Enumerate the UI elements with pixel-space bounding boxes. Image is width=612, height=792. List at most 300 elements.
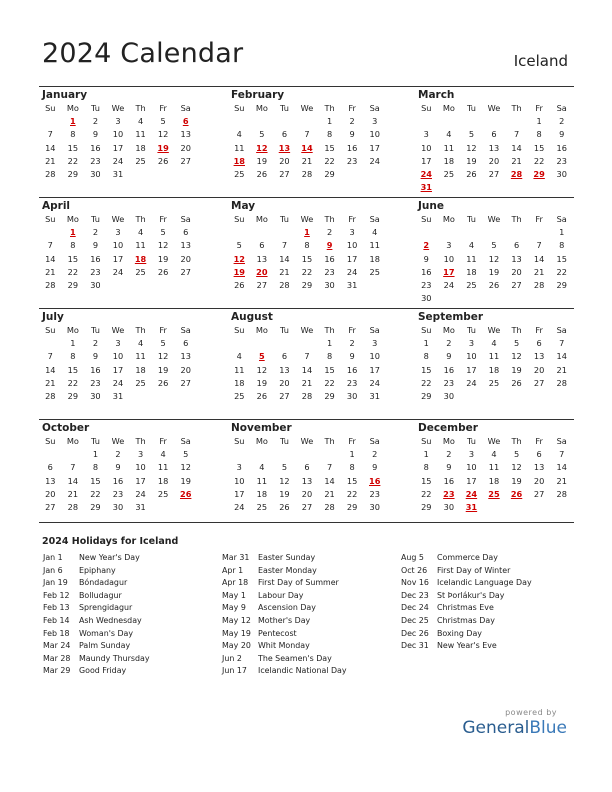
weekday-header: Mo	[255, 325, 268, 335]
day: 30	[443, 390, 455, 401]
day: 26	[157, 266, 169, 277]
day: 17	[466, 475, 477, 486]
day: 23	[112, 488, 124, 499]
day: 21	[67, 488, 79, 499]
holiday-item	[401, 565, 532, 578]
empty-cell	[251, 448, 274, 461]
month-row	[39, 86, 574, 197]
holiday-date: Feb 12	[43, 590, 70, 600]
day-grid	[228, 213, 386, 292]
day: 4	[137, 227, 144, 238]
day: 1	[326, 116, 333, 127]
day: 1	[326, 338, 333, 349]
day: 17	[112, 364, 124, 375]
holiday-day: 16	[369, 475, 381, 486]
day: 3	[349, 227, 355, 238]
day: 15	[533, 142, 545, 153]
day: 7	[559, 449, 565, 460]
day: 17	[234, 488, 245, 499]
day: 26	[256, 168, 268, 179]
weekday-header: Su	[234, 325, 245, 335]
day: 27	[279, 390, 290, 401]
day: 13	[488, 142, 500, 153]
day: 20	[533, 475, 545, 486]
day: 3	[372, 116, 378, 127]
day: 9	[446, 351, 452, 362]
day: 24	[112, 266, 124, 277]
day: 4	[160, 449, 166, 460]
day: 11	[488, 462, 500, 473]
day: 21	[45, 266, 56, 277]
weekday-header: Fr	[535, 325, 543, 335]
day: 3	[115, 227, 121, 238]
weekday-header: Fr	[535, 214, 543, 224]
day: 9	[372, 462, 378, 473]
weekday-header: Th	[135, 103, 146, 113]
day: 28	[67, 501, 79, 512]
day: 28	[301, 390, 313, 401]
day: 16	[443, 475, 455, 486]
empty-cell	[228, 448, 251, 461]
day: 7	[47, 351, 53, 362]
day: 24	[112, 377, 124, 388]
day-grid	[415, 324, 573, 403]
month-november	[228, 420, 386, 514]
holiday-name: Ash Wednesday	[79, 615, 142, 625]
holiday-name: Whit Monday	[258, 641, 310, 651]
weekday-header: Fr	[348, 436, 356, 446]
weekday-header: Sa	[369, 436, 380, 446]
day: 11	[466, 253, 477, 264]
day: 5	[513, 338, 520, 349]
weekday-header: Tu	[90, 436, 100, 446]
day: 2	[446, 338, 452, 349]
empty-cell	[483, 226, 506, 239]
holiday-date: Mar 31	[222, 553, 250, 562]
day: 30	[112, 501, 124, 512]
weekday-header: Su	[234, 214, 245, 224]
holiday-item	[401, 552, 532, 565]
holiday-date: Nov 16	[401, 578, 429, 588]
weekday-header: Fr	[535, 103, 543, 113]
empty-cell	[438, 115, 461, 128]
weekday-header: We	[300, 325, 314, 335]
day: 13	[180, 240, 191, 251]
day: 6	[536, 449, 542, 460]
day: 2	[115, 449, 121, 460]
month-july	[39, 309, 197, 403]
weekday-header: We	[300, 436, 314, 446]
weekday-header: Mo	[442, 214, 455, 224]
weekday-header: Mo	[442, 325, 455, 335]
weekday-header: Tu	[466, 214, 476, 224]
holiday-name: Mother's Day	[258, 615, 311, 625]
day: 17	[112, 142, 124, 153]
empty-cell	[251, 226, 274, 239]
holiday-date: Feb 14	[43, 615, 70, 625]
powered-by-text: powered by	[505, 708, 557, 717]
holiday-date: Aug 5	[401, 553, 424, 562]
day: 18	[466, 266, 477, 277]
empty-cell	[228, 226, 251, 239]
day: 16	[112, 475, 124, 486]
holiday-date: Mar 24	[43, 641, 71, 651]
month-name: January	[42, 89, 88, 101]
holiday-item	[401, 602, 532, 615]
month-name: March	[418, 89, 455, 101]
holiday-date: Feb 13	[43, 603, 70, 613]
day: 14	[556, 462, 567, 473]
day: 25	[135, 155, 146, 166]
day: 10	[421, 142, 432, 153]
day: 17	[112, 253, 124, 264]
day: 15	[90, 475, 101, 486]
day: 7	[47, 240, 53, 251]
day: 8	[423, 462, 429, 473]
day: 23	[346, 377, 358, 388]
weekday-header: Fr	[159, 214, 167, 224]
day: 25	[466, 279, 477, 290]
day: 4	[236, 351, 242, 362]
weekday-header: We	[487, 436, 501, 446]
day: 8	[70, 240, 76, 251]
weekday-header: Su	[421, 214, 432, 224]
day: 25	[369, 266, 380, 277]
weekday-header: We	[111, 214, 125, 224]
day: 13	[180, 129, 191, 140]
day: 4	[372, 227, 378, 238]
day: 7	[70, 462, 76, 473]
holiday-item	[43, 590, 150, 603]
holiday-name: Woman's Day	[79, 628, 134, 638]
day: 9	[423, 253, 429, 264]
weekday-header: Fr	[348, 325, 356, 335]
holiday-date: Jun 17	[222, 666, 247, 676]
day: 29	[324, 390, 335, 401]
day: 16	[90, 364, 101, 375]
empty-cell	[296, 115, 319, 128]
day: 5	[281, 462, 288, 473]
weekday-header: Tu	[279, 103, 289, 113]
weekday-header: Su	[421, 103, 432, 113]
day: 24	[369, 377, 380, 388]
day: 7	[47, 129, 53, 140]
day: 13	[533, 462, 545, 473]
day: 14	[324, 475, 335, 486]
holiday-date: Jan 6	[43, 565, 63, 575]
day: 22	[301, 266, 313, 277]
day: 22	[90, 488, 101, 499]
day: 26	[234, 279, 245, 290]
holiday-item	[222, 628, 347, 641]
empty-cell	[273, 448, 296, 461]
day-grid	[39, 102, 197, 181]
day: 10	[112, 351, 124, 362]
weekday-header: Fr	[348, 214, 356, 224]
weekday-header: Fr	[159, 103, 167, 113]
day: 9	[92, 240, 99, 251]
weekday-header: Su	[421, 325, 432, 335]
day: 14	[556, 351, 567, 362]
day: 21	[301, 155, 313, 166]
day: 19	[279, 488, 290, 499]
day: 10	[466, 462, 477, 473]
day: 25	[135, 266, 146, 277]
holiday-date: May 20	[222, 641, 251, 651]
day: 10	[234, 475, 245, 486]
day: 31	[112, 390, 124, 401]
holiday-day: 29	[533, 168, 545, 179]
day: 8	[326, 351, 333, 362]
day: 24	[112, 155, 124, 166]
holiday-item	[222, 640, 347, 653]
day: 23	[443, 377, 455, 388]
month-row	[39, 197, 574, 308]
weekday-header: Su	[234, 103, 245, 113]
day: 27	[279, 168, 290, 179]
day: 23	[90, 155, 101, 166]
day: 18	[369, 253, 380, 264]
holiday-date: Dec 25	[401, 615, 429, 625]
month-name: February	[231, 89, 285, 101]
day: 4	[137, 338, 144, 349]
day: 26	[256, 390, 268, 401]
day: 10	[443, 253, 455, 264]
day: 8	[92, 462, 99, 473]
holiday-item	[222, 615, 347, 628]
day: 20	[279, 377, 290, 388]
page-title: 2024 Calendar	[42, 38, 244, 69]
weekday-header: Tu	[279, 325, 289, 335]
month-name: November	[231, 422, 292, 434]
holiday-item	[222, 602, 347, 615]
month-december	[415, 420, 573, 514]
day-grid	[39, 324, 197, 403]
holiday-date: Mar 28	[43, 653, 71, 663]
holiday-date: Dec 31	[401, 641, 429, 651]
day: 9	[92, 351, 99, 362]
day: 27	[180, 155, 191, 166]
day: 27	[488, 168, 500, 179]
month-april	[39, 198, 197, 292]
holiday-date: Dec 23	[401, 590, 429, 600]
day: 6	[513, 240, 520, 251]
weekday-header: Sa	[369, 214, 380, 224]
weekday-header: Sa	[180, 214, 191, 224]
weekday-header: Th	[511, 214, 522, 224]
day: 30	[90, 390, 101, 401]
day: 4	[137, 116, 144, 127]
day: 18	[135, 364, 146, 375]
holiday-date: Oct 26	[401, 565, 428, 575]
day: 6	[281, 351, 288, 362]
weekday-header: Th	[511, 436, 522, 446]
holiday-item	[43, 615, 150, 628]
day: 13	[533, 351, 545, 362]
day: 6	[281, 129, 288, 140]
day: 3	[468, 338, 475, 349]
holiday-date: Apr 1	[222, 565, 244, 575]
day: 20	[511, 266, 522, 277]
day-grid	[228, 324, 386, 403]
day: 12	[157, 240, 169, 251]
holiday-day: 1	[70, 116, 76, 127]
weekday-header: Th	[135, 214, 146, 224]
day: 9	[115, 462, 121, 473]
day: 3	[372, 338, 378, 349]
day: 19	[157, 253, 169, 264]
holiday-day: 17	[443, 266, 455, 277]
day: 22	[346, 488, 358, 499]
weekday-header: Tu	[466, 103, 476, 113]
holiday-day: 14	[301, 142, 313, 153]
day: 12	[511, 462, 522, 473]
month-may	[228, 198, 386, 292]
weekday-header: We	[487, 214, 501, 224]
day: 27	[180, 377, 191, 388]
day: 19	[256, 155, 268, 166]
day: 25	[443, 168, 455, 179]
day: 21	[279, 266, 290, 277]
day: 27	[301, 501, 313, 512]
empty-cell	[39, 448, 62, 461]
day: 22	[67, 155, 79, 166]
day: 27	[533, 488, 545, 499]
holiday-date: Jan 19	[43, 578, 68, 588]
divider	[39, 522, 574, 523]
day: 18	[443, 155, 455, 166]
day: 27	[256, 279, 268, 290]
day: 26	[157, 155, 169, 166]
day: 31	[135, 501, 146, 512]
day: 29	[67, 390, 79, 401]
day: 11	[135, 240, 146, 251]
day: 10	[112, 240, 124, 251]
holiday-name: Bóndadagur	[79, 578, 128, 588]
day: 6	[183, 338, 189, 349]
day: 15	[421, 475, 432, 486]
day: 23	[90, 266, 101, 277]
day: 3	[115, 338, 121, 349]
day: 12	[466, 142, 477, 153]
day: 5	[160, 116, 166, 127]
holiday-item	[401, 590, 532, 603]
day: 11	[234, 364, 245, 375]
day: 19	[511, 475, 522, 486]
holiday-name: First Day of Summer	[258, 578, 339, 588]
day: 20	[45, 488, 56, 499]
day: 25	[135, 377, 146, 388]
weekday-header: Tu	[90, 325, 100, 335]
weekday-header: Tu	[90, 214, 100, 224]
day: 3	[468, 449, 475, 460]
day: 1	[536, 116, 542, 127]
day: 19	[256, 377, 268, 388]
day: 2	[326, 227, 333, 238]
holiday-item	[401, 628, 532, 641]
day: 22	[421, 488, 432, 499]
holiday-day: 28	[510, 168, 523, 179]
day: 8	[536, 129, 542, 140]
day: 7	[304, 129, 310, 140]
day: 31	[112, 168, 124, 179]
day: 3	[137, 449, 144, 460]
holiday-day: 19	[157, 142, 169, 153]
holiday-date: Dec 24	[401, 603, 429, 613]
weekday-header: Mo	[66, 325, 79, 335]
day: 31	[369, 390, 380, 401]
holiday-name: St Þorlákur's Day	[437, 590, 505, 600]
day: 4	[491, 449, 497, 460]
empty-cell	[505, 226, 528, 239]
brand-footer	[462, 708, 567, 738]
holiday-item	[43, 577, 150, 590]
weekday-header: Tu	[466, 325, 476, 335]
day: 1	[423, 449, 429, 460]
holiday-name: Icelandic National Day	[258, 666, 347, 676]
day: 10	[369, 351, 380, 362]
weekday-header: Mo	[66, 103, 79, 113]
weekday-header: Th	[324, 325, 335, 335]
holiday-day: 26	[180, 488, 192, 499]
holiday-date: May 12	[222, 615, 251, 625]
day-grid	[415, 102, 573, 194]
holiday-name: Epiphany	[79, 565, 116, 575]
day: 17	[135, 475, 146, 486]
weekday-header: We	[487, 325, 501, 335]
day: 8	[70, 129, 76, 140]
empty-cell	[528, 226, 551, 239]
brand-name-part-1: General	[462, 718, 530, 738]
day: 17	[346, 253, 358, 264]
day: 23	[556, 155, 567, 166]
day: 29	[346, 501, 358, 512]
day: 22	[324, 155, 335, 166]
weekday-header: Su	[45, 214, 56, 224]
day: 12	[180, 462, 191, 473]
holiday-day: 31	[465, 501, 478, 512]
weekday-header: We	[111, 325, 125, 335]
day: 24	[443, 279, 455, 290]
weekday-header: Mo	[255, 214, 268, 224]
day: 19	[488, 266, 500, 277]
weekday-header: Su	[234, 436, 245, 446]
day: 14	[511, 142, 522, 153]
day: 8	[349, 462, 355, 473]
weekday-header: Mo	[66, 214, 79, 224]
day: 25	[157, 488, 169, 499]
day: 18	[488, 475, 500, 486]
day: 13	[279, 364, 290, 375]
day: 20	[533, 364, 545, 375]
day: 30	[346, 390, 358, 401]
day: 6	[259, 240, 265, 251]
day: 12	[279, 475, 290, 486]
empty-cell	[505, 115, 528, 128]
day: 5	[513, 449, 520, 460]
holiday-date: Jun 2	[222, 653, 242, 663]
day: 30	[324, 279, 335, 290]
country-label: Iceland	[513, 52, 568, 70]
holiday-column	[222, 552, 347, 678]
holiday-day: 5	[259, 351, 265, 362]
day: 21	[556, 364, 567, 375]
weekday-header: Mo	[255, 103, 268, 113]
weekday-header: Mo	[66, 436, 79, 446]
day: 16	[324, 253, 335, 264]
day: 21	[45, 377, 56, 388]
day: 19	[466, 155, 477, 166]
